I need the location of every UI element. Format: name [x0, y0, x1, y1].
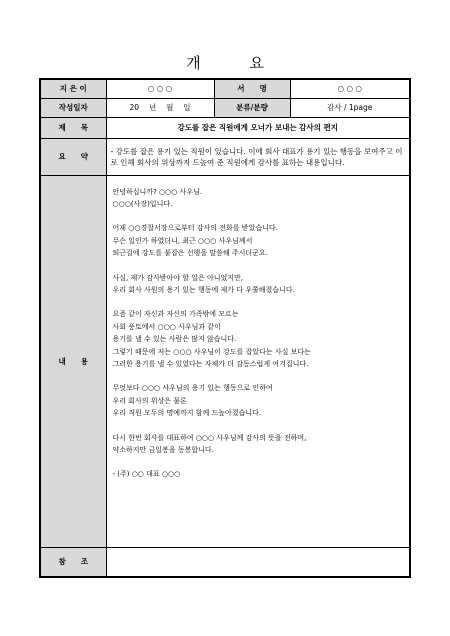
letter-line: 요즘 같이 자신과 자신의 가족밖에 모르는	[112, 310, 239, 319]
letter-body	[106, 175, 410, 547]
letter-line: 무슨 일인가 하였더니, 최근 ○○○ 사우님께서	[112, 236, 253, 245]
letter-paragraph	[113, 272, 404, 297]
reference-label: 참 조	[40, 547, 106, 577]
document-form	[39, 78, 411, 578]
author-value: ○ ○ ○	[106, 79, 214, 98]
letter-line: 용기를 낼 수 있는 사람은 많지 않습니다.	[112, 335, 237, 344]
subject-value: 강도를 잡은 직원에게 오너가 보내는 감사의 편지	[106, 117, 410, 138]
category-value: 감사 / 1page	[290, 98, 410, 117]
letter-line: 우리 회사의 위상은 물론	[112, 396, 187, 405]
letter-line: 우리 직원 모두의 명예까지 함께 드높아졌습니다.	[112, 409, 262, 418]
letter-line: 그러한 용기를 낼 수 있었다는 자체가 더 감동스럽게 여겨집니다.	[112, 359, 309, 368]
date-label: 작성일자	[40, 98, 106, 117]
subject-label: 제 목	[40, 117, 106, 138]
letter-line: 사실, 제가 감사받아야 할 일은 아니었지만,	[112, 273, 244, 282]
letter-line: 어제 ○○경찰서장으로부터 감사의 전화를 받았습니다.	[112, 224, 278, 233]
letter-paragraph	[113, 222, 404, 259]
date-value: 20 년 월 일	[106, 98, 214, 117]
summary-label: 요 약	[40, 138, 106, 175]
page-title: 개 요	[186, 54, 286, 72]
letter-line: 다시 한번 회사를 대표하여 ○○○ 사우님께 감사의 뜻을 전하며,	[112, 433, 307, 442]
book-title-value: ○ ○ ○	[290, 79, 410, 98]
book-title-label: 서 명	[214, 79, 290, 98]
letter-paragraph	[113, 432, 404, 457]
letter-line: 무엇보다 ○○○ 사우님의 용기 있는 행동으로 인하여	[112, 384, 273, 393]
content-label: 내 용	[40, 175, 106, 547]
letter-text	[113, 186, 404, 481]
reference-value	[106, 547, 410, 577]
author-label: 지 은 이	[40, 79, 106, 98]
letter-line: 사회 풍토에서 ○○○ 사우님과 같이	[112, 322, 221, 331]
letter-paragraph	[113, 468, 404, 480]
letter-line: 우리 회사 사원의 용기 있는 행동에 제가 다 우쭐해졌습니다.	[112, 285, 295, 294]
letter-line: 그렇기 때문에 저는 ○○○ 사우님이 강도를 잡았다는 사실 보다는	[112, 347, 311, 356]
letter-line: 약소하지만 금일봉을 동봉합니다.	[112, 446, 214, 454]
letter-line: - (주) ○○ 대표 ○○○	[112, 470, 181, 479]
letter-line: ○○○(사장)입니다.	[112, 199, 173, 208]
summary-value: - 강도를 잡은 용기 있는 직원이 있습니다. 이에 회사 대표가 용기 있는 행동을 보여주고 이로 인해 회사의 위상까지 드높여 준 직원에게 감사를 표하는 내용입니다.	[106, 138, 410, 175]
letter-paragraph	[113, 186, 404, 211]
category-label: 분류/분량	[214, 98, 290, 117]
letter-line: 퇴근길에 강도를 붙잡은 선행을 말씀해 주시더군요.	[112, 249, 268, 258]
letter-paragraph	[113, 308, 404, 370]
letter-paragraph	[113, 382, 404, 419]
letter-line: 안녕하십니까? ○○○ 사우님.	[112, 187, 203, 196]
